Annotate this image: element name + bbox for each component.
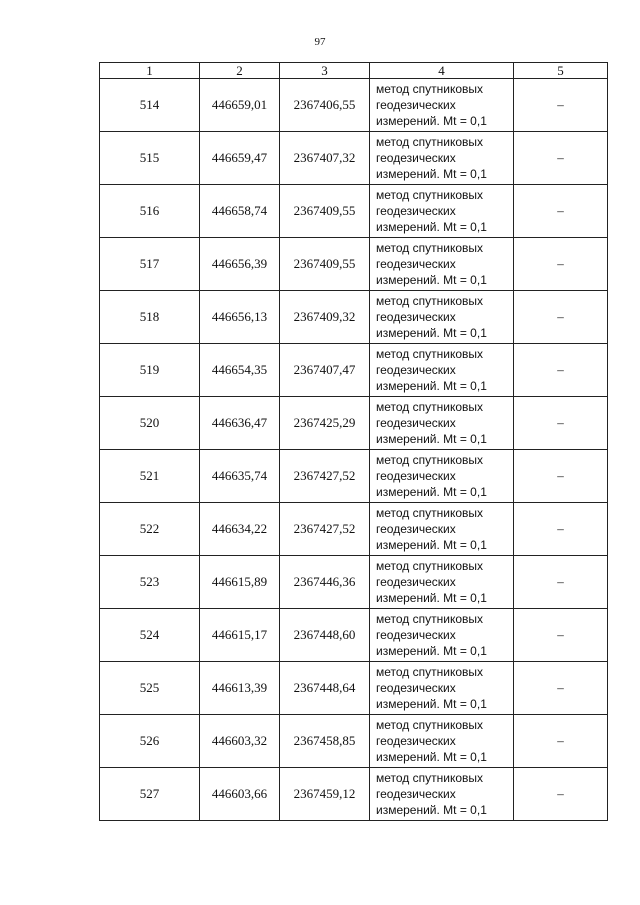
method-line: геодезических [376, 151, 456, 165]
point-number-cell: 524 [100, 609, 200, 662]
point-number-cell: 525 [100, 662, 200, 715]
method-line: измерений. Mt = 0,1 [376, 538, 487, 552]
method-cell [370, 662, 514, 715]
x-coordinate-cell: 446615,89 [200, 556, 280, 609]
method-line: измерений. Mt = 0,1 [376, 485, 487, 499]
method-line: измерений. Mt = 0,1 [376, 220, 487, 234]
table-body [100, 79, 608, 821]
point-number-cell: 519 [100, 344, 200, 397]
method-line: измерений. Mt = 0,1 [376, 432, 487, 446]
table-row [100, 609, 608, 662]
column-header-2: 2 [200, 63, 280, 79]
point-number-cell: 522 [100, 503, 200, 556]
note-cell: – [514, 556, 608, 609]
method-cell [370, 450, 514, 503]
method-line: метод спутниковых [376, 294, 484, 308]
method-line: метод спутниковых [376, 718, 484, 732]
y-coordinate-cell: 2367406,55 [280, 79, 370, 132]
y-coordinate-cell: 2367448,60 [280, 609, 370, 662]
y-coordinate-cell: 2367409,55 [280, 185, 370, 238]
note-cell: – [514, 503, 608, 556]
method-line: геодезических [376, 416, 456, 430]
y-coordinate-cell: 2367427,52 [280, 503, 370, 556]
point-number-cell: 521 [100, 450, 200, 503]
method-line: измерений. Mt = 0,1 [376, 114, 487, 128]
method-line: метод спутниковых [376, 82, 484, 96]
page-number: 97 [314, 36, 326, 48]
method-cell [370, 185, 514, 238]
point-number-cell: 523 [100, 556, 200, 609]
method-cell [370, 238, 514, 291]
x-coordinate-cell: 446656,13 [200, 291, 280, 344]
method-line: измерений. Mt = 0,1 [376, 803, 487, 817]
x-coordinate-cell: 446659,47 [200, 132, 280, 185]
method-line: метод спутниковых [376, 188, 484, 202]
x-coordinate-cell: 446603,66 [200, 768, 280, 821]
method-line: измерений. Mt = 0,1 [376, 750, 487, 764]
y-coordinate-cell: 2367407,47 [280, 344, 370, 397]
table-row [100, 344, 608, 397]
table-row [100, 715, 608, 768]
method-line: метод спутниковых [376, 453, 484, 467]
method-line: измерений. Mt = 0,1 [376, 167, 487, 181]
y-coordinate-cell: 2367425,29 [280, 397, 370, 450]
method-line: геодезических [376, 681, 456, 695]
note-cell: – [514, 185, 608, 238]
x-coordinate-cell: 446635,74 [200, 450, 280, 503]
coordinates-table [99, 62, 608, 821]
table-row [100, 556, 608, 609]
note-cell: – [514, 291, 608, 344]
table-row [100, 450, 608, 503]
method-line: геодезических [376, 628, 456, 642]
table-header-row [100, 63, 608, 79]
x-coordinate-cell: 446659,01 [200, 79, 280, 132]
method-cell [370, 768, 514, 821]
method-line: геодезических [376, 575, 456, 589]
note-cell: – [514, 344, 608, 397]
table-row [100, 397, 608, 450]
table-row [100, 503, 608, 556]
note-cell: – [514, 132, 608, 185]
method-cell [370, 715, 514, 768]
method-line: геодезических [376, 787, 456, 801]
x-coordinate-cell: 446634,22 [200, 503, 280, 556]
method-cell [370, 609, 514, 662]
method-line: измерений. Mt = 0,1 [376, 273, 487, 287]
method-line: геодезических [376, 469, 456, 483]
column-header-1: 1 [100, 63, 200, 79]
point-number-cell: 517 [100, 238, 200, 291]
method-line: метод спутниковых [376, 135, 484, 149]
x-coordinate-cell: 446603,32 [200, 715, 280, 768]
y-coordinate-cell: 2367409,32 [280, 291, 370, 344]
method-line: измерений. Mt = 0,1 [376, 591, 487, 605]
method-line: измерений. Mt = 0,1 [376, 379, 487, 393]
table-row [100, 79, 608, 132]
x-coordinate-cell: 446615,17 [200, 609, 280, 662]
y-coordinate-cell: 2367409,55 [280, 238, 370, 291]
column-header-5: 5 [514, 63, 608, 79]
method-line: метод спутниковых [376, 241, 484, 255]
method-line: геодезических [376, 522, 456, 536]
y-coordinate-cell: 2367427,52 [280, 450, 370, 503]
table-row [100, 132, 608, 185]
note-cell: – [514, 715, 608, 768]
method-line: геодезических [376, 98, 456, 112]
method-line: геодезических [376, 257, 456, 271]
y-coordinate-cell: 2367448,64 [280, 662, 370, 715]
method-line: геодезических [376, 310, 456, 324]
method-cell [370, 132, 514, 185]
method-line: метод спутниковых [376, 347, 484, 361]
y-coordinate-cell: 2367446,36 [280, 556, 370, 609]
x-coordinate-cell: 446636,47 [200, 397, 280, 450]
method-line: измерений. Mt = 0,1 [376, 644, 487, 658]
x-coordinate-cell: 446658,74 [200, 185, 280, 238]
y-coordinate-cell: 2367458,85 [280, 715, 370, 768]
table-row [100, 768, 608, 821]
method-cell [370, 291, 514, 344]
table-row [100, 291, 608, 344]
x-coordinate-cell: 446613,39 [200, 662, 280, 715]
method-line: метод спутниковых [376, 612, 484, 626]
table-row [100, 185, 608, 238]
method-line: измерений. Mt = 0,1 [376, 326, 487, 340]
point-number-cell: 518 [100, 291, 200, 344]
method-line: метод спутниковых [376, 559, 484, 573]
method-line: метод спутниковых [376, 665, 484, 679]
method-line: метод спутниковых [376, 771, 484, 785]
note-cell: – [514, 609, 608, 662]
method-line: метод спутниковых [376, 506, 484, 520]
note-cell: – [514, 662, 608, 715]
note-cell: – [514, 79, 608, 132]
method-cell [370, 79, 514, 132]
method-line: геодезических [376, 734, 456, 748]
note-cell: – [514, 238, 608, 291]
y-coordinate-cell: 2367459,12 [280, 768, 370, 821]
method-line: геодезических [376, 363, 456, 377]
point-number-cell: 514 [100, 79, 200, 132]
method-line: измерений. Mt = 0,1 [376, 697, 487, 711]
point-number-cell: 526 [100, 715, 200, 768]
point-number-cell: 527 [100, 768, 200, 821]
method-cell [370, 556, 514, 609]
method-line: метод спутниковых [376, 400, 484, 414]
table-row [100, 238, 608, 291]
table-row [100, 662, 608, 715]
x-coordinate-cell: 446656,39 [200, 238, 280, 291]
note-cell: – [514, 397, 608, 450]
point-number-cell: 515 [100, 132, 200, 185]
note-cell: – [514, 768, 608, 821]
y-coordinate-cell: 2367407,32 [280, 132, 370, 185]
method-line: геодезических [376, 204, 456, 218]
note-cell: – [514, 450, 608, 503]
point-number-cell: 516 [100, 185, 200, 238]
point-number-cell: 520 [100, 397, 200, 450]
method-cell [370, 397, 514, 450]
x-coordinate-cell: 446654,35 [200, 344, 280, 397]
column-header-4: 4 [370, 63, 514, 79]
column-header-3: 3 [280, 63, 370, 79]
method-cell [370, 503, 514, 556]
method-cell [370, 344, 514, 397]
